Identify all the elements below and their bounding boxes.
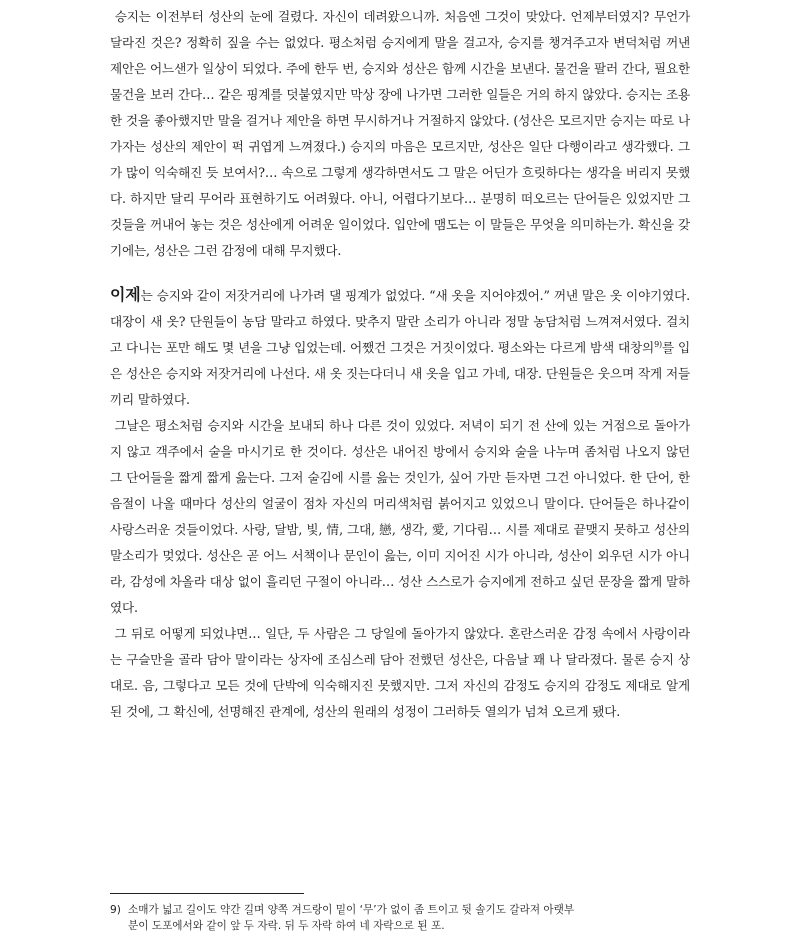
footnote-line-1: 소매가 넓고 길이도 약간 길며 양쪽 겨드랑이 밑이 ‘무’가 없이 좀 트이고 뒷 솔기도 갈라져 아랫부: [128, 904, 575, 916]
paragraph-3: [110, 413, 690, 621]
paragraph-2-text-b: 를 입은 성산은 승지와 저잣거리에 나선다. 새 옷 짓는다더니 새 옷을 입고 가네, 대장. 단원들은 웃으며 작게 저들끼리 말하였다.: [110, 340, 690, 407]
paragraph-4: [110, 621, 690, 725]
paragraph-1: [110, 4, 690, 264]
footnote-line-2: 분이 도포에서와 같이 앞 두 자락. 뒤 두 자락 하여 네 자락으로 된 포.: [128, 920, 445, 932]
paragraph-2-lead: 이제: [110, 285, 141, 304]
paragraph-3-text: 그날은 평소처럼 승지와 시간을 보내되 하나 다른 것이 있었다. 저녁이 되기 전 산에 있는 거점으로 돌아가지 않고 객주에서 술을 마시기로 한 것이다. 성산은 내어진 방에서 승지와 술을 나누며 좀처럼 나오지 않던 그 단어들을 짧게 짧게 읊는다. 그저 술김에 시를 읊는 것인가, 싶어 가만 듣자면 그건 아니었다. 한 단어, 한 음절이 나올 때마다 성산의 얼굴이 점차 자신의 머리색처럼 붉어지고 있었으니 말이다. 단어들은 하나같이 사랑스러운 것들이었다. 사랑, 달밤, 빛, 情, 그대, 戀, 생각, 愛, 기다림… 시를 제대로 끝맺지 못하고 성산의 말소리가 멎었다. 성산은 곧 어느 서책이나 문인이 읊는, 이미 지어진 시가 아니라, 성산이 외우던 시가 아니라, 감성에 차올라 대상 없이 흘리던 구절이 아니라… 성산 스스로가 승지에게 전하고 싶던 문장을 짧게 말하였다.: [110, 418, 690, 615]
paragraph-4-text: 그 뒤로 어떻게 되었냐면… 일단, 두 사람은 그 당일에 돌아가지 않았다. 혼란스러운 감정 속에서 사랑이라는 구슬만을 골라 담아 말이라는 상자에 조심스레 담아 전했던 성산은, 다음날 꽤 나 달라졌다. 물론 승지 상대로. 음, 그렇다고 모든 것에 단박에 익숙해지진 못했지만. 그저 자신의 감정도 승지의 감정도 제대로 알게 된 것에, 그 확신에, 선명해진 관계에, 성산의 원래의 성정이 그러하듯 열의가 넘쳐 오르게 됐다.: [110, 626, 690, 719]
footnote-reference[interactable]: 9): [654, 339, 662, 349]
paragraph-2-text-a: 는 승지와 같이 저잣거리에 나가려 댈 핑계가 없었다. “새 옷을 지어야겠어.” 꺼낸 말은 옷 이야기였다. 대장이 새 옷? 단원들이 농담 말라고 하였다. 맞추지 말란 소리가 아니라 정말 농담처럼 느껴져서였다. 걸치고 다니는 포만 해도 몇 년을 그냥 입었는데. 어쨌건 그것은 거짓이었다. 평소와는 다르게 밤색 대창의: [110, 288, 690, 355]
footnote-number: 9): [110, 904, 121, 916]
document-body: [110, 4, 690, 743]
footnote-divider: [110, 893, 304, 894]
paragraph-1-text: 승지는 이전부터 성산의 눈에 걸렸다. 자신이 데려왔으니까. 처음엔 그것이 맞았다. 언제부터였지? 무언가 달라진 것은? 정확히 짚을 수는 없었다. 평소처럼 승지에게 말을 걸고자, 승지를 챙겨주고자 변덕처럼 꺼낸 제안은 어느샌가 일상이 되었다. 주에 한두 번, 승지와 성산은 함께 시간을 보낸다. 물건을 팔러 간다, 필요한 물건을 보러 간다… 같은 핑계를 덧붙였지만 막상 장에 나가면 그러한 일들은 거의 하지 않았다. 승지는 조용한 것을 좋아했지만 말을 걸거나 제안을 하면 무시하거나 거절하지 않았다. (성산은 모르지만 승지는 따로 나가자는 성산의 제안이 퍽 귀엽게 느껴졌다.) 승지의 마음은 모르지만, 성산은 일단 다행이라고 생각했다. 그가 많이 익숙해진 듯 보여서?… 속으로 그렇게 생각하면서도 그 말은 어딘가 흐릿하다는 생각을 버리지 못했다. 하지만 달리 무어라 표현하기도 어려웠다. 아니, 어렵다기보다… 분명히 떠오르는 단어들은 있었지만 그것들을 꺼내어 놓는 것은 성산에게 어려운 일이었다. 입안에 맴도는 이 말들은 무엇을 의미하는가. 확신을 갖기에는, 성산은 그런 감정에 대해 무지했다.: [110, 9, 690, 258]
paragraph-2: [110, 282, 690, 413]
footnote: [110, 902, 695, 934]
